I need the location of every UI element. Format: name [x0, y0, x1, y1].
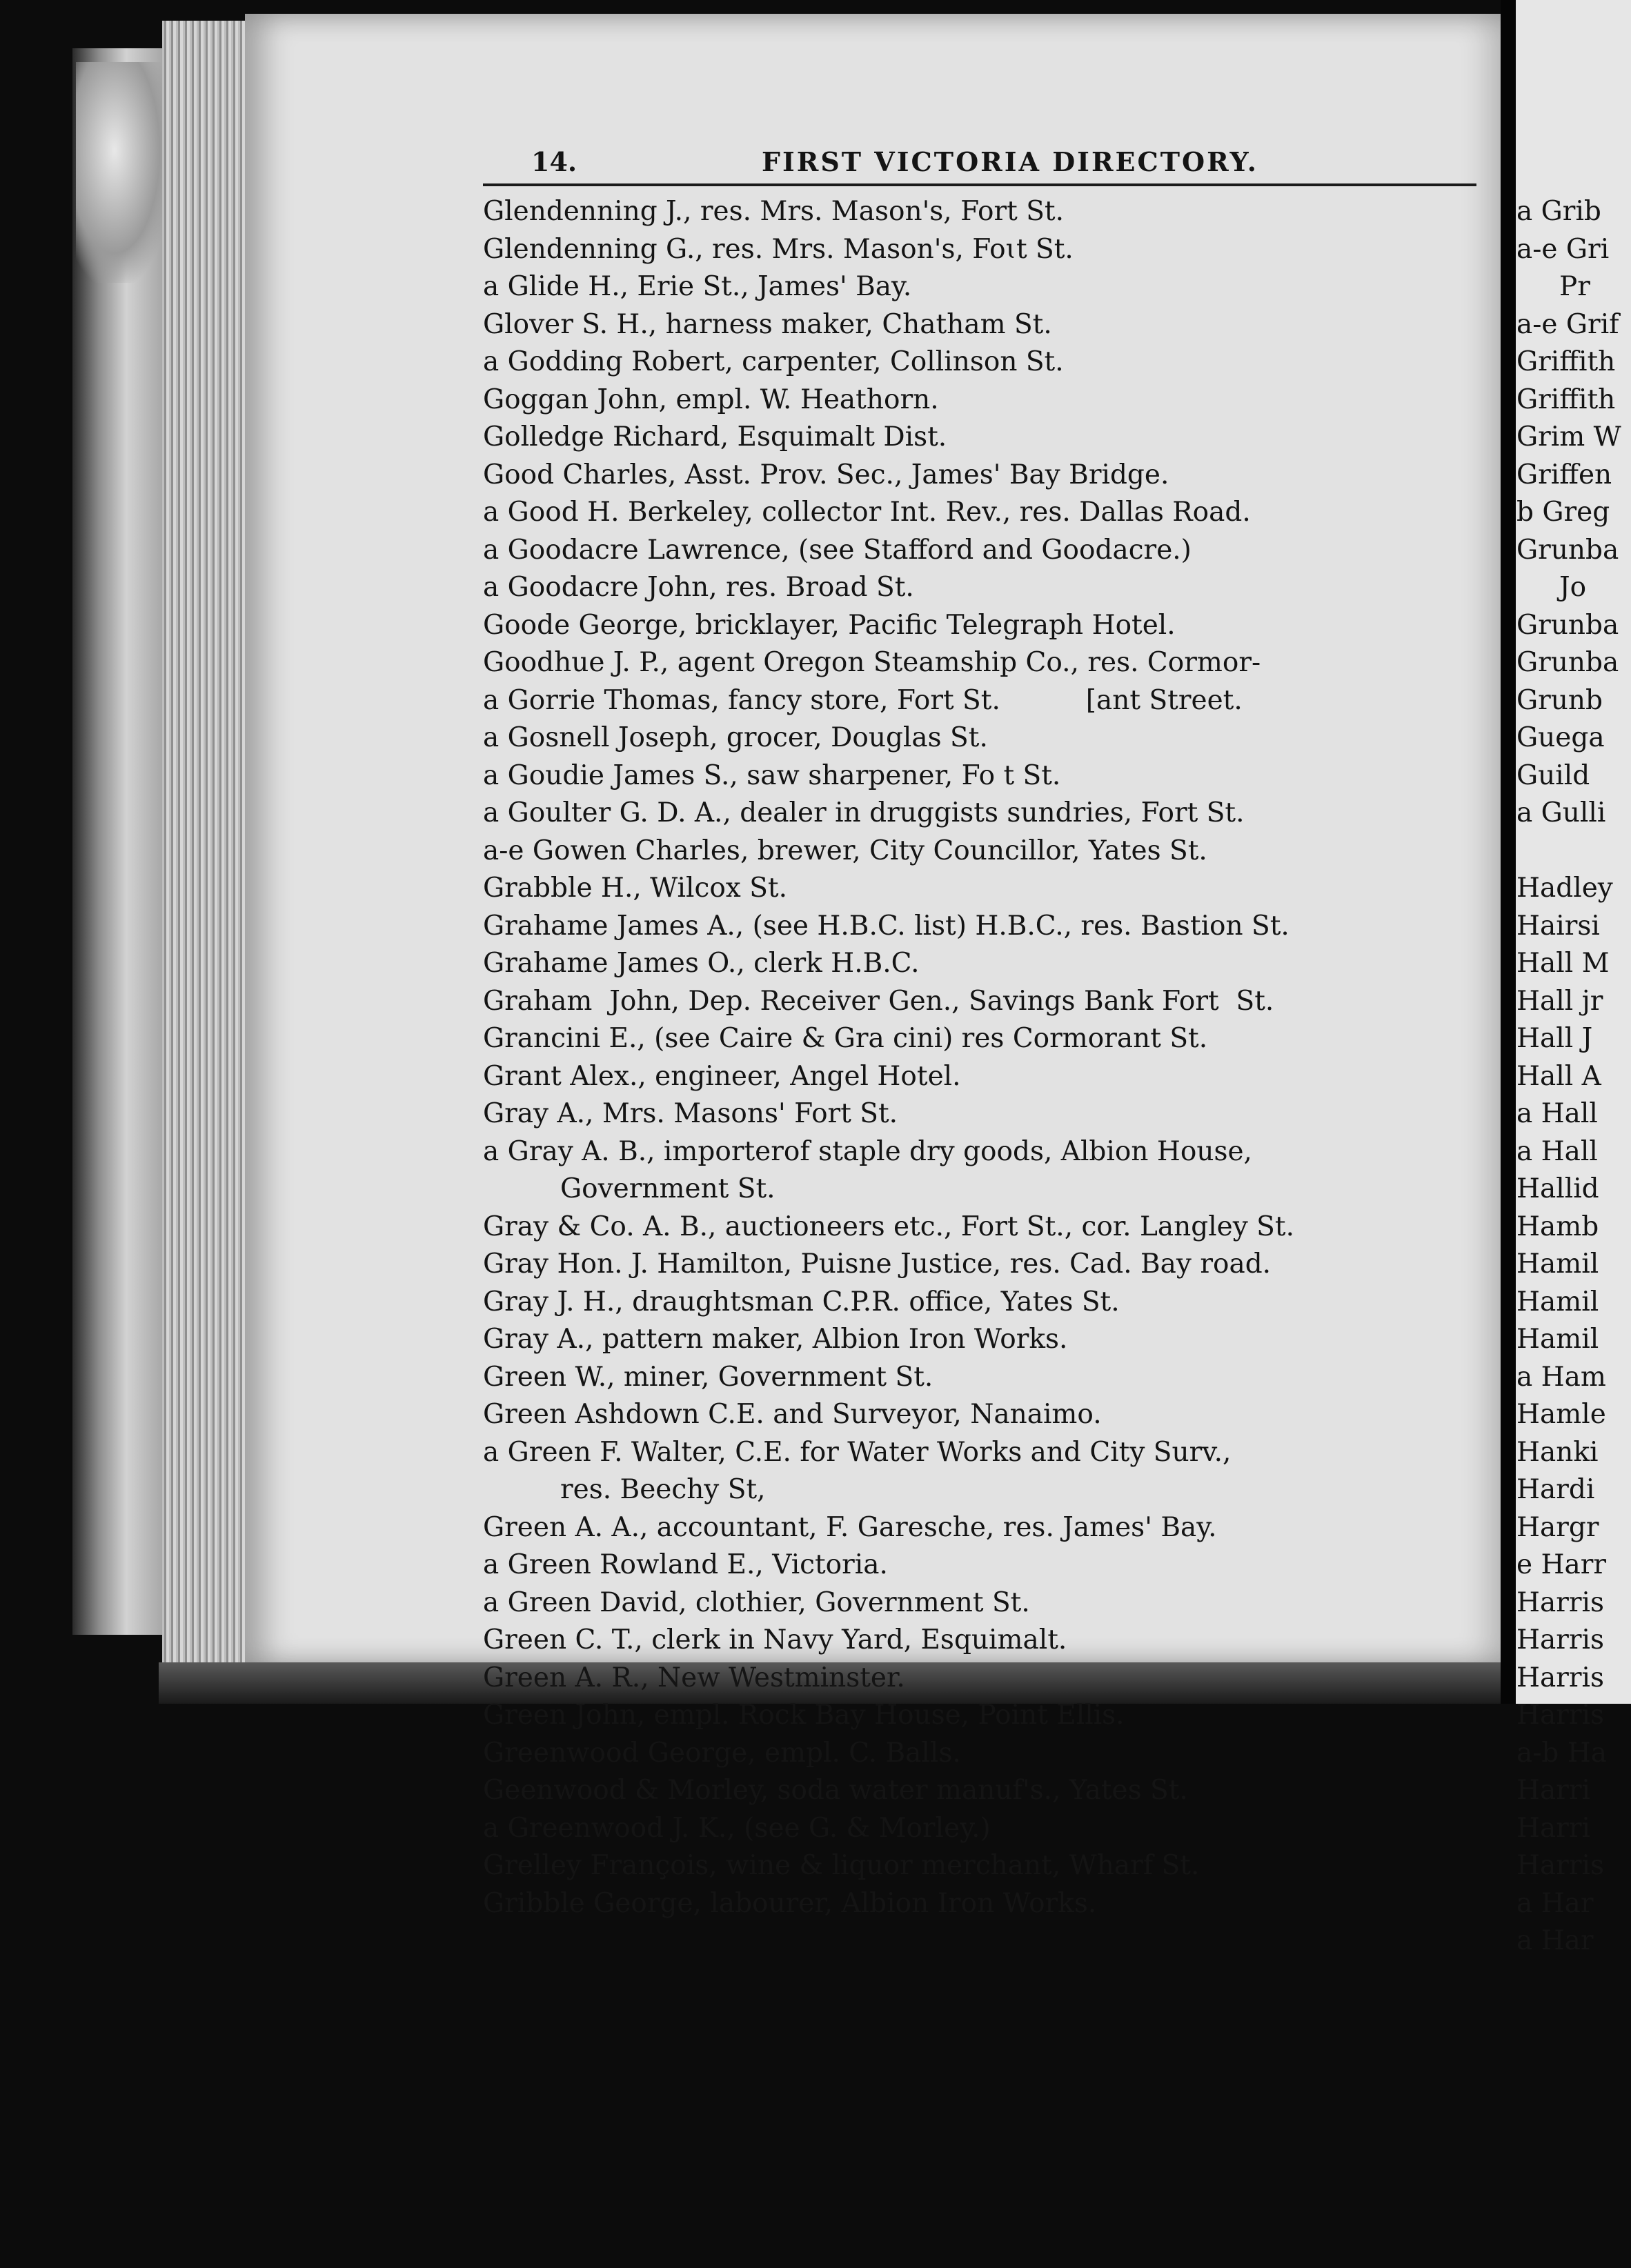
facing-page-entry: Hamle	[1516, 1399, 1606, 1430]
directory-entry: Grahame James A., (see H.B.C. list) H.B.C., res. Bastion St.	[483, 910, 1289, 942]
facing-page-entry: Guild	[1516, 759, 1590, 791]
directory-entries	[483, 193, 1504, 1922]
directory-entry: Grelley François, wine & liquor merchant, Wharf St.	[483, 1850, 1200, 1881]
facing-page-entry: Grim W	[1516, 421, 1621, 452]
facing-page-entry: Hallid	[1516, 1173, 1599, 1204]
directory-entry: a Green F. Walter, C.E. for Water Works and City Surv.,	[483, 1436, 1232, 1468]
facing-page-entry: a Har	[1516, 1925, 1594, 1956]
directory-entry: Gray A., Mrs. Masons' Fort St.	[483, 1098, 898, 1129]
facing-page-entry: a Ham	[1516, 1361, 1606, 1393]
directory-entry: Grant Alex., engineer, Angel Hotel.	[483, 1060, 961, 1092]
directory-entry: Good Charles, Asst. Prov. Sec., James' Bay Bridge.	[483, 459, 1169, 490]
facing-page-entry: Harri	[1516, 1775, 1591, 1806]
facing-page-entries	[1511, 193, 1631, 1960]
directory-entry: Green John, empl. Rock Bay House, Point Ellis.	[483, 1700, 1125, 1731]
directory-entry: Green A. A., accountant, F. Garesche, res. James' Bay.	[483, 1511, 1217, 1543]
facing-page-entry: a Hall	[1516, 1135, 1598, 1167]
directory-entry: a Goulter G. D. A., dealer in druggists sundries, Fort St.	[483, 797, 1245, 828]
page-edges	[162, 21, 248, 1662]
directory-entry: a-e Gowen Charles, brewer, City Councillor, Yates St.	[483, 835, 1207, 866]
facing-page-entry: Hargr	[1516, 1511, 1599, 1543]
facing-page-entry: Hadley	[1516, 873, 1613, 904]
directory-entry: Gray Hon. J. Hamilton, Puisne Justice, res. Cad. Bay road.	[483, 1249, 1272, 1280]
page-number: 14.	[531, 146, 577, 177]
facing-page-entry: Griffith	[1516, 384, 1616, 415]
facing-page-entry: Hamil	[1516, 1249, 1599, 1280]
facing-page-spacer	[1511, 833, 1631, 871]
facing-page-entry: Hairsi	[1516, 910, 1600, 942]
directory-entry: Greenwood George, empl. C. Balls.	[483, 1737, 961, 1769]
directory-entry: a Goodacre Lawrence, (see Stafford and Goodacre.)	[483, 534, 1192, 566]
facing-page-entry: Hamil	[1516, 1324, 1599, 1355]
facing-page-entry: Jo	[1559, 572, 1587, 603]
directory-entry: a Green David, clothier, Government St.	[483, 1586, 1030, 1618]
directory-entry: Goode George, bricklayer, Pacific Telegraph Hotel.	[483, 609, 1176, 641]
facing-page-entry: Hall M	[1516, 948, 1610, 979]
facing-page-entry: a Har	[1516, 1887, 1594, 1919]
facing-page-entry: a-e Gri	[1516, 233, 1610, 265]
facing-page-entry: b Greg	[1516, 497, 1610, 528]
directory-entry: Glover S. H., harness maker, Chatham St.	[483, 308, 1052, 340]
directory-entry: a Green Rowland E., Victoria.	[483, 1549, 888, 1580]
facing-page-entry: Harris	[1516, 1586, 1605, 1618]
directory-entry: a Good H. Berkeley, collector Int. Rev., res. Dallas Road.	[483, 497, 1251, 528]
book-margin	[72, 48, 162, 1635]
facing-page-entry: Hamb	[1516, 1211, 1599, 1242]
facing-page-entry: Harris	[1516, 1624, 1605, 1655]
directory-entry: a Gosnell Joseph, grocer, Douglas St.	[483, 722, 988, 753]
facing-page-entry: Hardi	[1516, 1474, 1595, 1505]
directory-entry: Goggan John, empl. W. Heathorn.	[483, 384, 939, 415]
directory-entry: Grahame James O., clerk H.B.C.	[483, 948, 920, 979]
facing-page-entry: a-e Grif	[1516, 308, 1619, 340]
directory-entry-continuation: res. Beechy St,	[560, 1474, 766, 1505]
directory-entry: Goodhue J. P., agent Oregon Steamship Co., res. Cormor-	[483, 647, 1261, 678]
facing-page-entry: Grunba	[1516, 609, 1619, 641]
page-header	[483, 146, 1476, 188]
facing-page-entry: Hall jr	[1516, 985, 1603, 1017]
facing-page-entry: a-b Ha	[1516, 1737, 1608, 1769]
facing-page-entry: Harris	[1516, 1700, 1605, 1731]
facing-page-entry: a Gulli	[1516, 797, 1606, 828]
directory-entry: Grabble H., Wilcox St.	[483, 873, 787, 904]
facing-page-entry: a Hall	[1516, 1098, 1598, 1129]
facing-page-entry: Hall A	[1516, 1060, 1601, 1092]
facing-page-entry: Griffith	[1516, 346, 1616, 377]
facing-page-entry: Guega	[1516, 722, 1605, 753]
facing-page-entry: a Grib	[1516, 196, 1601, 227]
facing-page-entry: Hall J	[1516, 1023, 1593, 1054]
directory-entry: a Godding Robert, carpenter, Collinson St.	[483, 346, 1064, 377]
facing-page-entry: Harris	[1516, 1850, 1605, 1881]
header-rule	[483, 183, 1476, 186]
directory-entry: Green Ashdown C.E. and Surveyor, Nanaimo.	[483, 1399, 1102, 1430]
directory-entry: Graham John, Dep. Receiver Gen., Savings Bank Fort St.	[483, 985, 1274, 1017]
facing-page-entry: Hamil	[1516, 1286, 1599, 1317]
facing-page-entry: Harri	[1516, 1812, 1591, 1844]
directory-entry-continuation: Government St.	[560, 1173, 775, 1204]
running-title: FIRST VICTORIA DIRECTORY.	[762, 146, 1258, 177]
directory-entry: a Goudie James S., saw sharpener, Fo t St.	[483, 759, 1061, 791]
paper-stain	[76, 62, 172, 283]
directory-entry: Gribble George, labourer, Albion Iron Works.	[483, 1887, 1097, 1919]
facing-page-entry: Grunb	[1516, 684, 1603, 716]
directory-entry: Glendenning J., res. Mrs. Mason's, Fort St.	[483, 196, 1065, 227]
directory-entry: Gray & Co. A. B., auctioneers etc., Fort St., cor. Langley St.	[483, 1211, 1294, 1242]
directory-entry: Geenwood & Morley, soda water manuf's., Yates St.	[483, 1775, 1188, 1806]
facing-page-entry: Grunba	[1516, 647, 1619, 678]
facing-page-entry: Griffen	[1516, 459, 1612, 490]
directory-entry: a Gray A. B., importerof staple dry goods, Albion House,	[483, 1135, 1252, 1167]
directory-entry: a Goodacre John, res. Broad St.	[483, 572, 914, 603]
directory-entry: Gray J. H., draughtsman C.P.R. office, Yates St.	[483, 1286, 1120, 1317]
directory-entry: Glendenning G., res. Mrs. Mason's, Foɩt St.	[483, 233, 1074, 265]
directory-entry: Gray A., pattern maker, Albion Iron Works.	[483, 1324, 1068, 1355]
directory-entry: a Greenwood J. K., (see G. & Morley.)	[483, 1812, 991, 1844]
directory-entry: Golledge Richard, Esquimalt Dist.	[483, 421, 947, 452]
facing-page-entry: Pr	[1559, 271, 1590, 302]
directory-entry: a Gorrie Thomas, fancy store, Fort St. [ant Street.	[483, 684, 1243, 716]
facing-page-entry: Harris	[1516, 1662, 1605, 1693]
facing-page-entry: e Harr	[1516, 1549, 1607, 1580]
directory-entry: Green W., miner, Government St.	[483, 1361, 933, 1393]
directory-entry: Green A. R., New Westminster.	[483, 1662, 905, 1693]
facing-page-entry: Grunba	[1516, 534, 1619, 566]
directory-entry: Green C. T., clerk in Navy Yard, Esquimalt.	[483, 1624, 1067, 1655]
facing-page-entry: Hanki	[1516, 1436, 1599, 1468]
directory-entry: Grancini E., (see Caire & Gra cini) res Cormorant St.	[483, 1023, 1208, 1054]
directory-entry: a Glide H., Erie St., James' Bay.	[483, 271, 912, 302]
